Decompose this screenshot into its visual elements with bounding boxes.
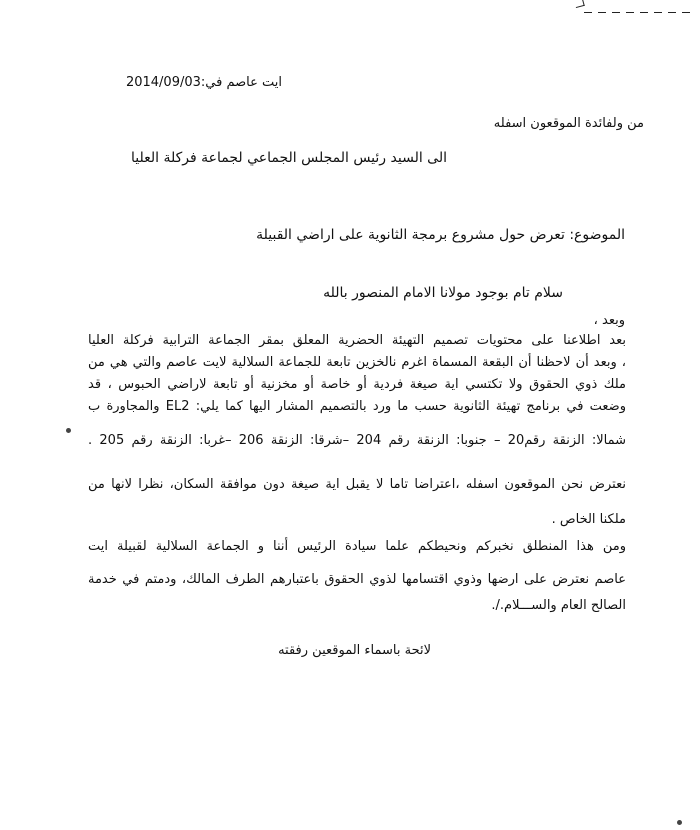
subject-line: الموضوع: تعرض حول مشروع برمجة الثانوية على اراضي القبيلة [256, 227, 625, 243]
scan-speck [677, 820, 682, 825]
scan-speck [66, 428, 71, 433]
body-line-3: ملك ذوي الحقوق ولا تكتسي اية صيغة فردية أو خاصة أو مخزنية أو تابعة لاراضي الحبوس ، قد [88, 377, 626, 392]
scan-corner-mark [574, 0, 585, 8]
scan-dash-line [580, 8, 690, 18]
wabad-line: وبعد ، [593, 313, 625, 328]
date-line: ايت عاصم في:2014/09/03 [125, 75, 282, 90]
body-line-6: نعترض نحن الموقعون اسفله ،اعتراضا تاما لا يقبل اية صيغة دون موافقة السكان، نظرا لانها من [88, 477, 626, 492]
body-line-2: ، وبعد أن لاحظنا أن البقعة المسماة اغرم نالخزين تابعة للجماعة السلالية لايت عاصم والتي هي من [88, 355, 626, 370]
body-line-1: بعد اطلاعنا على محتويات تصميم التهيئة الحضرية المعلق بمقر الجماعة الترابية فركلة العليا [88, 333, 626, 348]
closing-line-3: الصالح العام والســـلام./. [491, 598, 626, 613]
closing-line-1: ومن هذا المنطلق نخبركم ونحيطكم علما سيادة الرئيس أننا و الجماعة السلالية لقبيلة ايت [88, 539, 626, 554]
body-line-4: وضعت في برنامج تهيئة الثانوية حسب ما ورد بالتصميم المشار اليها كما يلي: EL2 والمجاورة ب [88, 399, 627, 414]
salutation-line: سلام تام بوجود مولانا الامام المنصور بالله [323, 285, 563, 301]
sender-line: من ولفائدة الموقعون اسفله [493, 116, 644, 131]
body-line-5: شمالا: الزنقة رقم20 – جنوبا: الزنقة رقم 204 –شرقا: الزنقة 206 –غربا: الزنقة رقم 205 . [88, 433, 627, 448]
closing-line-2: عاصم نعترض على ارضها وذوي اقتسامها لذوي الحقوق باعتبارهم الطرف المالك، ودمتم في خدمة [88, 572, 626, 587]
recipient-line: الى السيد رئيس المجلس الجماعي لجماعة فركلة العليا [130, 150, 447, 166]
body-line-7: ملكنا الخاص . [551, 512, 626, 527]
signatures-line: لائحة باسماء الموقعين رفقته [278, 643, 431, 658]
